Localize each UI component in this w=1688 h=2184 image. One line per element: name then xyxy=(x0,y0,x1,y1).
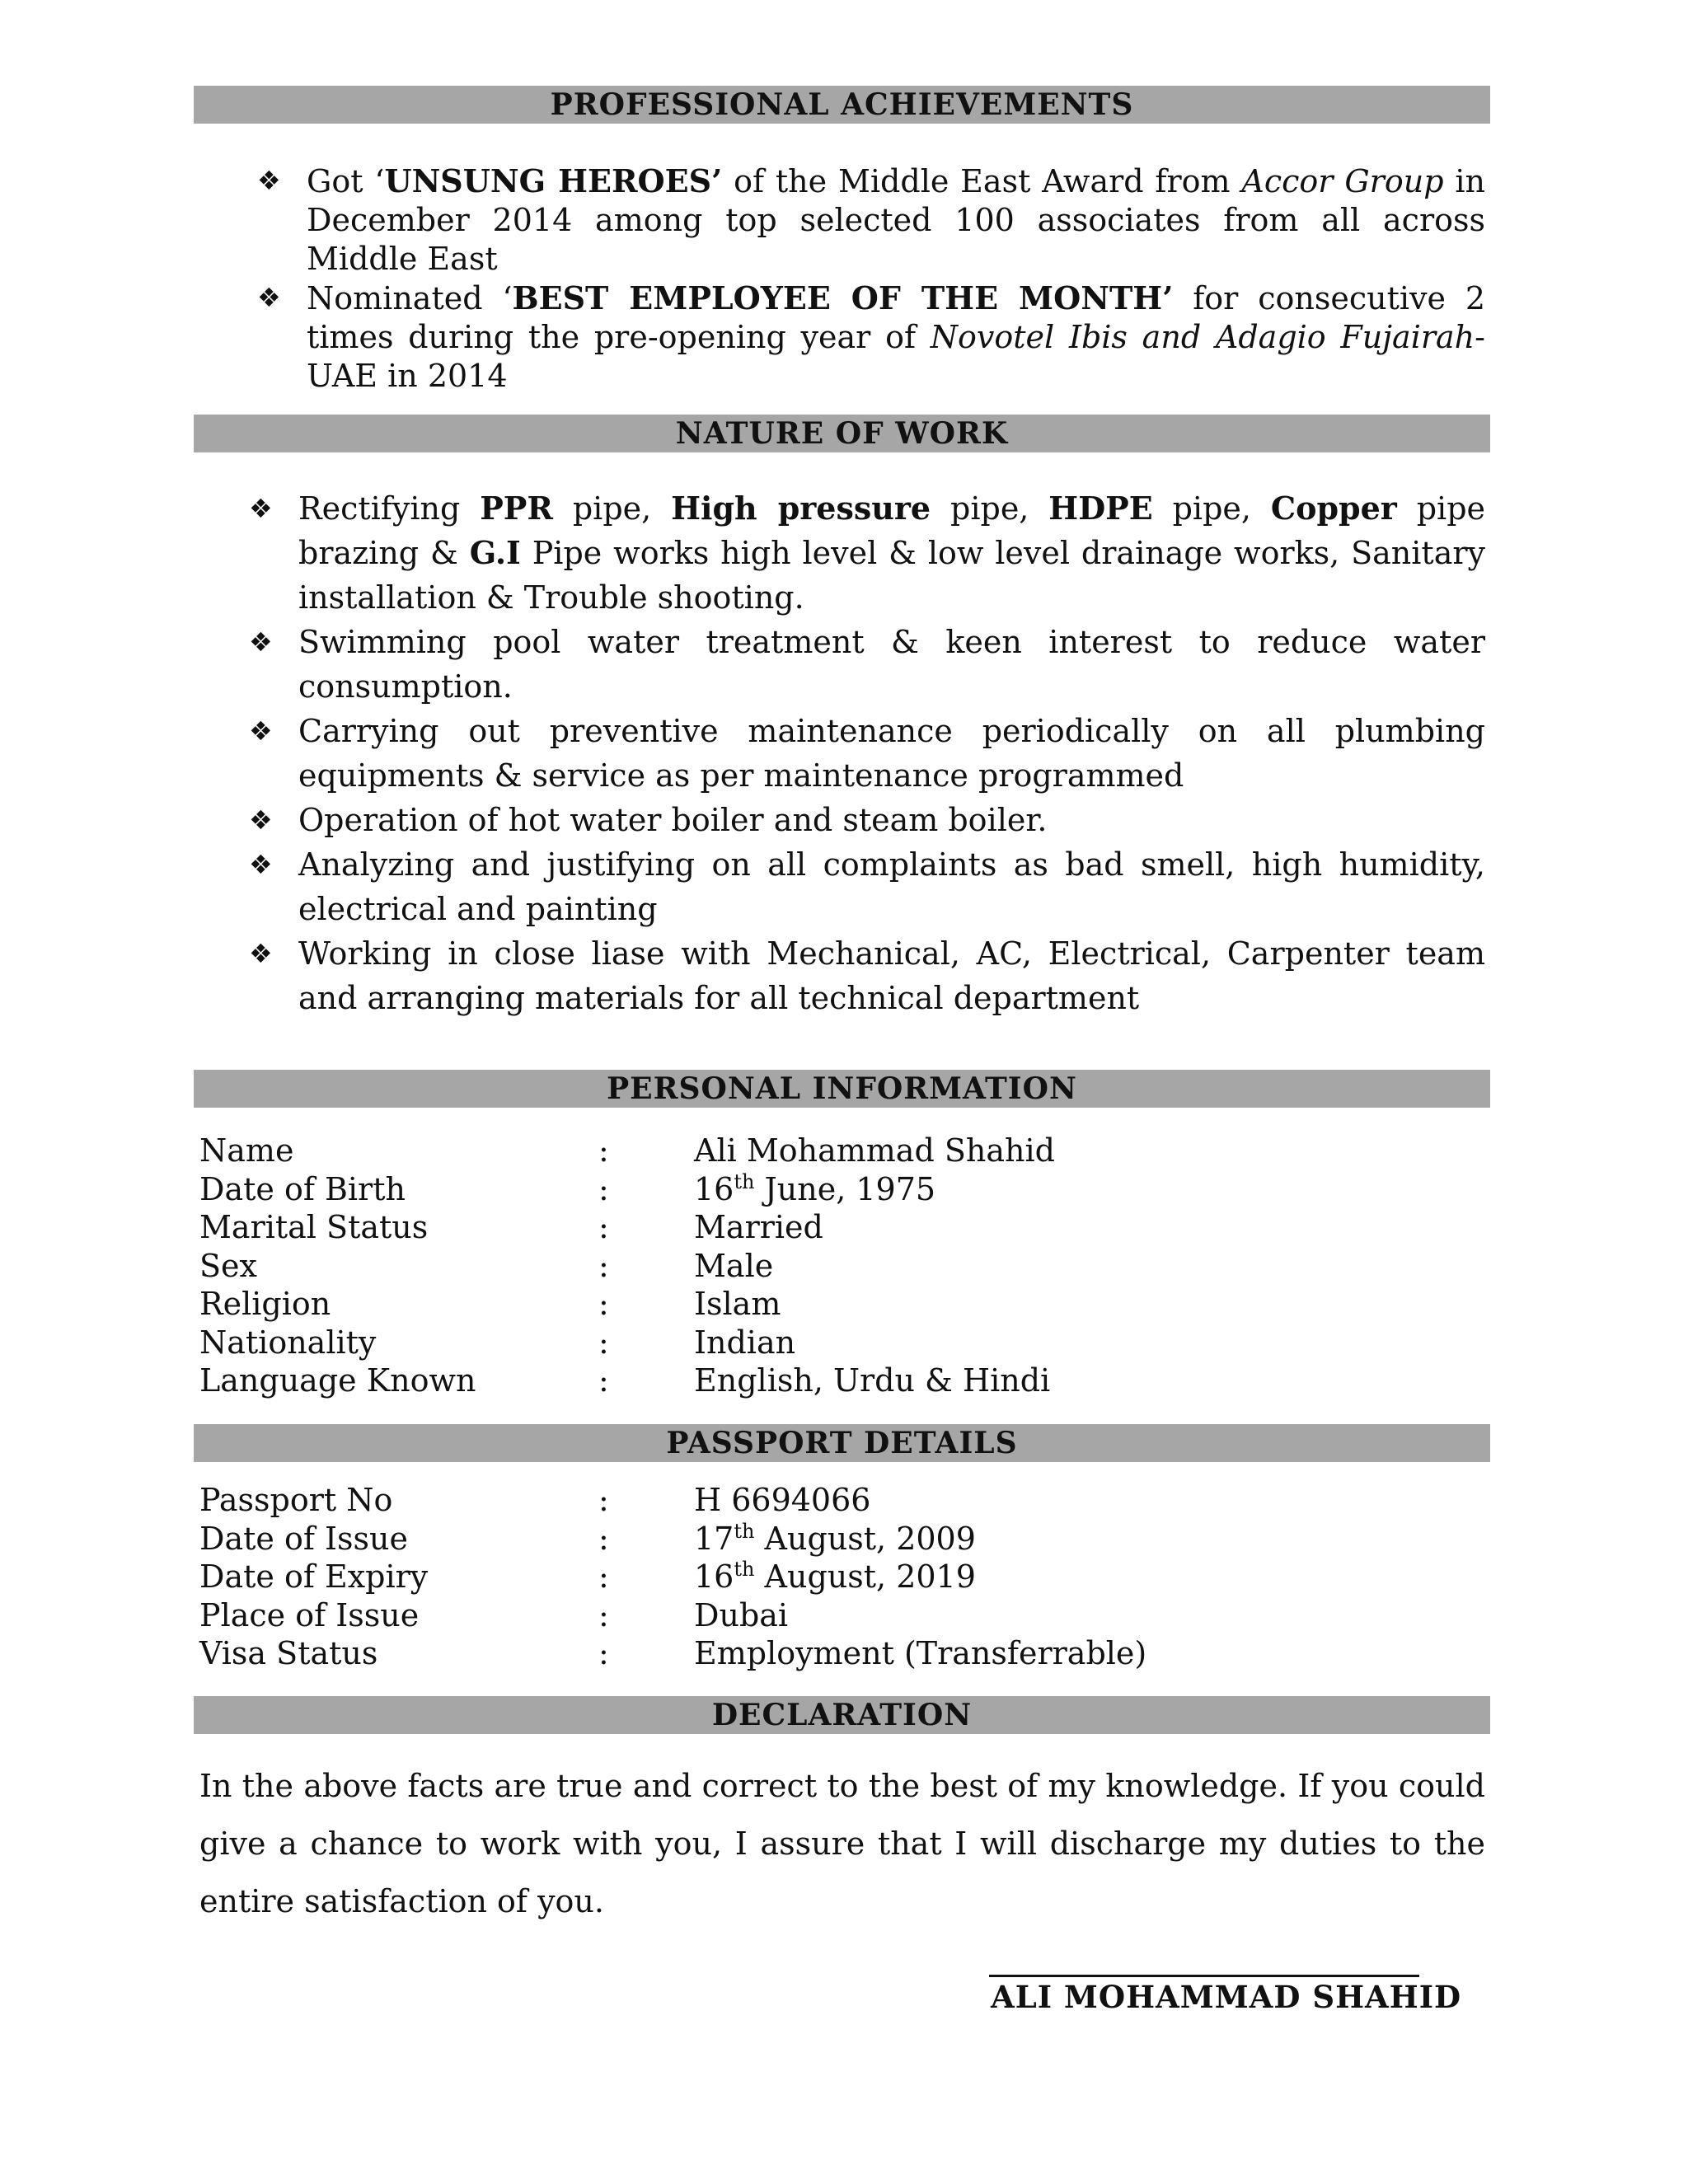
diamond-bullet-icon: ❖ xyxy=(249,493,273,524)
diamond-bullet-icon: ❖ xyxy=(249,715,273,747)
work-item xyxy=(249,620,1485,709)
personal-information-table xyxy=(199,1132,1485,1400)
info-value-text: Dubai xyxy=(694,1596,789,1633)
info-value xyxy=(694,1170,935,1209)
diamond-bullet-icon: ❖ xyxy=(249,626,273,658)
info-label: Date of Birth xyxy=(199,1170,406,1207)
info-value xyxy=(694,1285,781,1324)
info-value-text: 17 xyxy=(694,1520,734,1557)
work-item xyxy=(249,931,1485,1020)
info-value xyxy=(694,1324,795,1362)
bullet-text-segment: in December 2014 among top selected 100 associates from all across Middle East xyxy=(307,163,1485,277)
info-row xyxy=(199,1361,1485,1400)
info-value xyxy=(694,1634,1146,1673)
bullet-text-segment: Swimming pool water treatment & keen interest to reduce water consumption. xyxy=(298,624,1485,705)
section-header-personal-information: PERSONAL INFORMATION xyxy=(194,1070,1490,1108)
info-label: Nationality xyxy=(199,1324,377,1361)
bullet-text-segment: Pipe works high level & low level drainage works, Sanitary installation & Trouble shooting. xyxy=(298,535,1485,616)
bullet-text-segment: Operation of hot water boiler and steam boiler. xyxy=(298,802,1048,838)
info-colon: : xyxy=(598,1286,609,1322)
info-colon: : xyxy=(598,1558,609,1595)
info-colon: : xyxy=(598,1596,609,1633)
passport-details-table xyxy=(199,1481,1485,1673)
info-value-text: Male xyxy=(694,1247,774,1284)
achievement-item xyxy=(257,279,1486,396)
info-colon: : xyxy=(598,1247,609,1284)
info-label: Date of Issue xyxy=(199,1520,408,1557)
bullet-text-segment: Accor Group xyxy=(1241,163,1444,199)
info-row xyxy=(199,1170,1485,1209)
info-value-text: Islam xyxy=(694,1286,781,1322)
signature-name: ALI MOHAMMAD SHAHID xyxy=(991,1979,1462,2015)
bullet-text-segment: PPR xyxy=(480,490,553,527)
info-value xyxy=(694,1208,823,1247)
info-value xyxy=(694,1247,773,1286)
info-value-text: Ali Mohammad Shahid xyxy=(694,1132,1055,1169)
work-item xyxy=(249,486,1486,620)
info-value-text: Married xyxy=(694,1209,823,1245)
info-value-rest: August, 2009 xyxy=(754,1520,976,1557)
info-label: Date of Expiry xyxy=(199,1558,429,1595)
diamond-bullet-icon: ❖ xyxy=(249,938,273,969)
info-label: Sex xyxy=(199,1247,257,1284)
info-value-text: 16 xyxy=(694,1558,734,1595)
info-label: Language Known xyxy=(199,1362,476,1399)
work-item xyxy=(249,709,1485,798)
nature-of-work-list xyxy=(249,486,1486,1020)
info-row xyxy=(199,1558,1485,1596)
info-label: Religion xyxy=(199,1286,331,1322)
info-colon: : xyxy=(598,1635,609,1671)
info-value xyxy=(694,1558,976,1596)
info-value-text: Employment (Transferrable) xyxy=(694,1635,1147,1671)
bullet-text-segment: G.I xyxy=(469,534,521,571)
info-value xyxy=(694,1596,788,1635)
info-colon: : xyxy=(598,1132,609,1169)
bullet-text-segment: pipe, xyxy=(552,490,672,527)
info-row xyxy=(199,1596,1485,1635)
work-item xyxy=(249,842,1485,931)
bullet-text-segment: UNSUNG HEROES’ xyxy=(384,162,723,199)
info-colon: : xyxy=(598,1324,609,1361)
diamond-bullet-icon: ❖ xyxy=(249,849,273,880)
bullet-text-segment: Got ‘ xyxy=(307,163,385,199)
info-value-text: English, Urdu & Hindi xyxy=(694,1362,1051,1399)
diamond-bullet-icon: ❖ xyxy=(249,804,273,836)
info-colon: : xyxy=(598,1482,609,1518)
info-row xyxy=(199,1634,1485,1673)
section-header-passport-details: PASSPORT DETAILS xyxy=(194,1424,1490,1462)
info-value-text: Indian xyxy=(694,1324,796,1361)
bullet-text-segment: Novotel Ibis and Adagio Fujairah xyxy=(930,319,1475,355)
info-row xyxy=(199,1520,1485,1558)
info-value xyxy=(694,1361,1050,1400)
bullet-text-segment: Nominated ‘ xyxy=(307,280,513,316)
info-label: Passport No xyxy=(199,1482,393,1518)
bullet-text-segment: Carrying out preventive maintenance periodically on all plumbing equipments & service as per maintenance programmed xyxy=(298,713,1485,794)
bullet-text-segment: BEST EMPLOYEE OF THE MONTH’ xyxy=(512,279,1174,316)
info-value-rest: June, 1975 xyxy=(754,1170,936,1207)
info-value xyxy=(694,1520,976,1558)
bullet-text-segment: pipe, xyxy=(931,490,1049,527)
achievement-item xyxy=(257,162,1485,279)
diamond-bullet-icon: ❖ xyxy=(257,165,281,196)
bullet-text-segment: HDPE xyxy=(1048,490,1153,527)
ordinal-suffix: th xyxy=(734,1519,755,1543)
bullet-text-segment: for consecutive 2 times during the pre-opening year of xyxy=(307,280,1486,355)
bullet-text-segment: Analyzing and justifying on all complaints as bad smell, high humidity, electrical and painting xyxy=(298,846,1485,927)
section-header-declaration: DECLARATION xyxy=(194,1696,1490,1734)
bullet-text-segment: Rectifying xyxy=(298,490,481,527)
ordinal-suffix: th xyxy=(734,1558,755,1581)
work-item xyxy=(249,798,1485,842)
info-row xyxy=(199,1132,1485,1170)
section-header-achievements: PROFESSIONAL ACHIEVEMENTS xyxy=(194,86,1490,124)
info-label: Visa Status xyxy=(199,1635,378,1671)
info-colon: : xyxy=(598,1209,609,1245)
bullet-text-segment: -UAE in 2014 xyxy=(307,319,1485,394)
info-colon: : xyxy=(598,1362,609,1399)
achievements-list xyxy=(257,162,1486,396)
info-value-rest: August, 2019 xyxy=(754,1558,976,1595)
bullet-text-segment: of the Middle East Award from xyxy=(722,163,1242,199)
info-colon: : xyxy=(598,1520,609,1557)
bullet-text-segment: pipe brazing & xyxy=(298,490,1486,571)
info-row xyxy=(199,1247,1485,1286)
info-label: Place of Issue xyxy=(199,1596,420,1633)
bullet-text-segment: High pressure xyxy=(671,490,931,527)
ordinal-suffix: th xyxy=(734,1169,755,1193)
info-value xyxy=(694,1481,870,1520)
bullet-text-segment: Copper xyxy=(1270,490,1397,527)
info-label: Marital Status xyxy=(199,1209,429,1245)
info-label: Name xyxy=(199,1132,294,1169)
info-row xyxy=(199,1208,1485,1247)
info-colon: : xyxy=(598,1170,609,1207)
info-row xyxy=(199,1285,1485,1324)
info-value xyxy=(694,1132,1055,1170)
bullet-text-segment: pipe, xyxy=(1152,490,1271,527)
info-row xyxy=(199,1324,1485,1362)
diamond-bullet-icon: ❖ xyxy=(257,282,281,313)
bullet-text-segment: Working in close liase with Mechanical, AC, Electrical, Carpenter team and arranging materials for all technical department xyxy=(298,935,1485,1016)
section-header-nature-of-work: NATURE OF WORK xyxy=(194,415,1490,452)
info-value-text: 16 xyxy=(694,1170,734,1207)
info-row xyxy=(199,1481,1485,1520)
declaration-text: In the above facts are true and correct to the best of my knowledge. If you could give a chance to work with you, I assure that I will discharge my duties to the entire satisfaction of you. xyxy=(199,1768,1485,1919)
info-value-text: H 6694066 xyxy=(694,1482,871,1518)
